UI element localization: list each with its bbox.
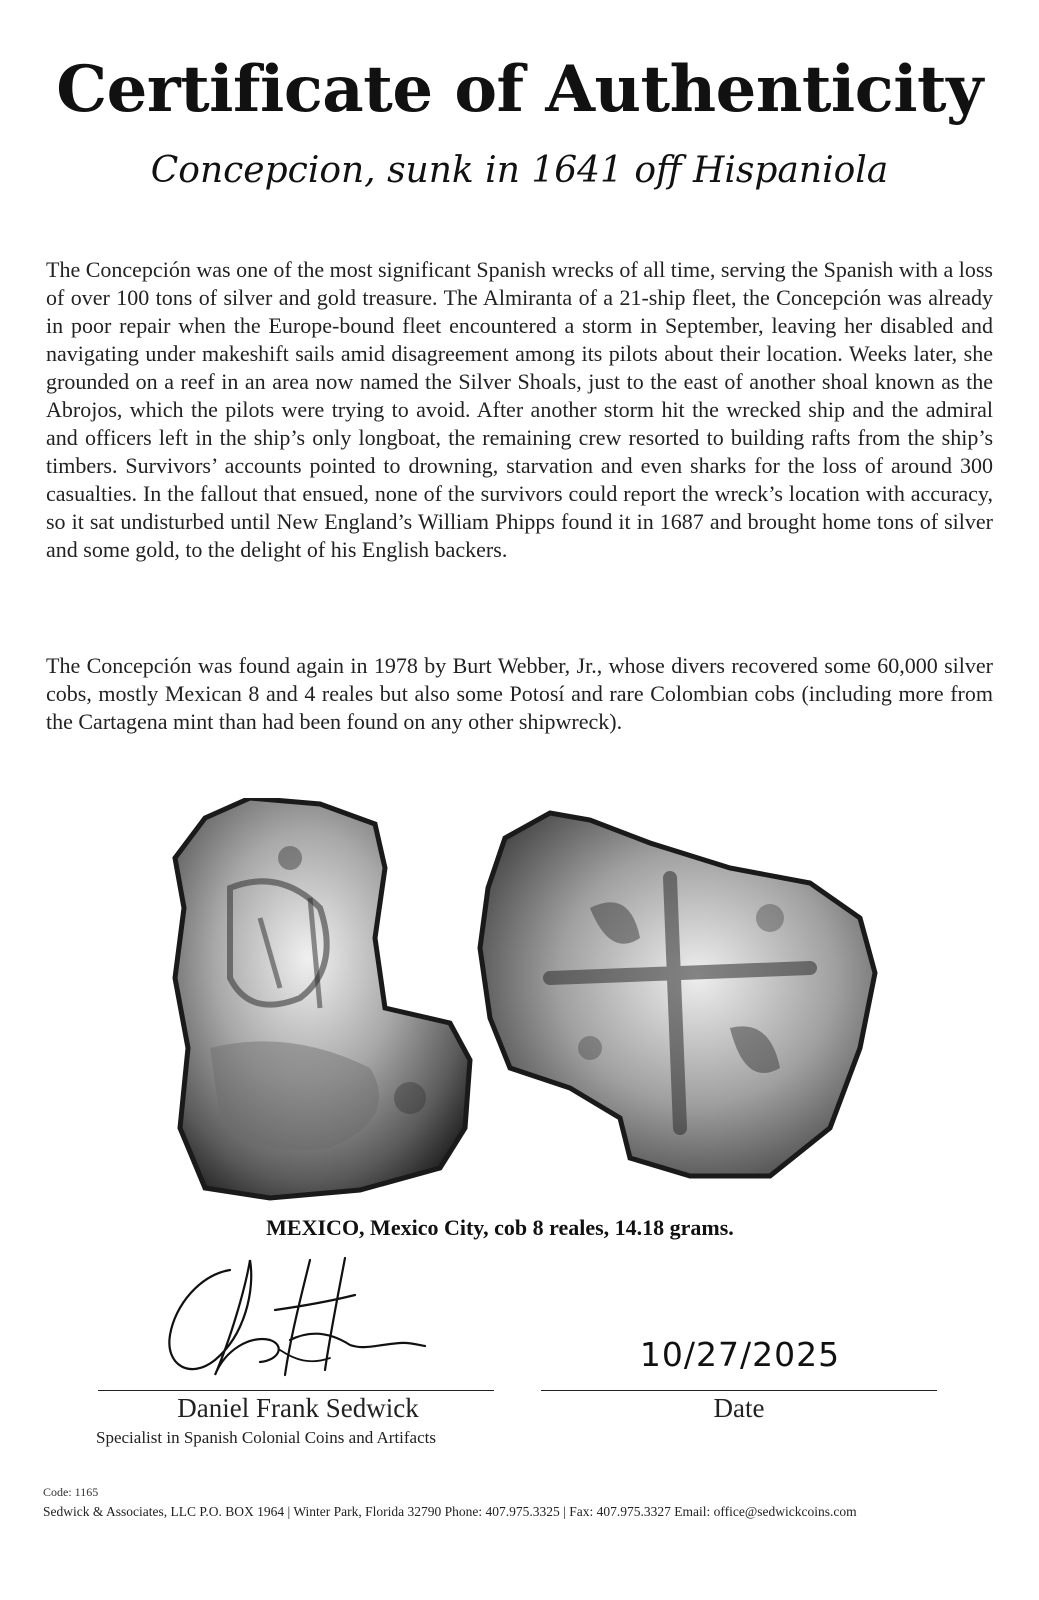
- history-paragraph-1: The Concepción was one of the most significant Spanish wrecks of all time, serving the Spanish with a loss of over 100 tons of silver and gold treasure. The Almiranta of a 21-ship fleet, the Concepción was already in poor repair when the Europe-bound fleet encountered a storm in September, leaving her disabled and navigating under makeshift sails amid disagreement among its pilots about their location. Weeks later, she grounded on a reef in an area now named the Silver Shoals, just to the east of another shoal known as the Abrojos, which the pilots were trying to avoid. After another storm hit the wrecked ship and the admiral and officers left in the ship’s only longboat, the remaining crew resorted to building rafts from the ship’s timbers. Survivors’ accounts pointed to drowning, starvation and even sharks for the loss of around 300 casualties. In the fallout that ensued, none of the survivors could report the wreck’s location with accuracy, so it sat undisturbed until New England’s William Phipps found it in 1687 and brought home tons of silver and some gold, to the delight of his English backers.: [46, 257, 993, 562]
- date-line: [541, 1390, 937, 1391]
- history-paragraph-2: The Concepción was found again in 1978 by Burt Webber, Jr., whose divers recovered some 60,000 silver cobs, mostly Mexican 8 and 4 reales but also some Potosí and rare Colombian cobs (including more from the Cartagena mint than had been found on any other shipwreck).: [46, 653, 993, 734]
- coin-images: [170, 798, 890, 1208]
- certificate-code: Code: 1165: [43, 1485, 99, 1499]
- coin-obverse: [175, 798, 470, 1198]
- signer-name: Daniel Frank Sedwick: [177, 1393, 419, 1423]
- certificate-subtitle: Concepcion, sunk in 1641 off Hispaniola: [150, 150, 889, 191]
- signature-line: [98, 1390, 494, 1391]
- coin-caption: MEXICO, Mexico City, cob 8 reales, 14.18 grams.: [266, 1215, 734, 1240]
- signature-image: [160, 1250, 430, 1385]
- coin-reverse: [480, 813, 875, 1176]
- certificate-title: Certificate of Authenticity: [56, 52, 983, 127]
- company-footer: Sedwick & Associates, LLC P.O. BOX 1964 | Winter Park, Florida 32790 Phone: 407.975.3325 | Fax: 407.975.3327 Email: office@sedwickcoins.com: [43, 1504, 857, 1519]
- signer-title: Specialist in Spanish Colonial Coins and Artifacts: [96, 1428, 436, 1447]
- date-label: Date: [713, 1393, 765, 1423]
- certificate-date: 10/27/2025: [639, 1335, 841, 1374]
